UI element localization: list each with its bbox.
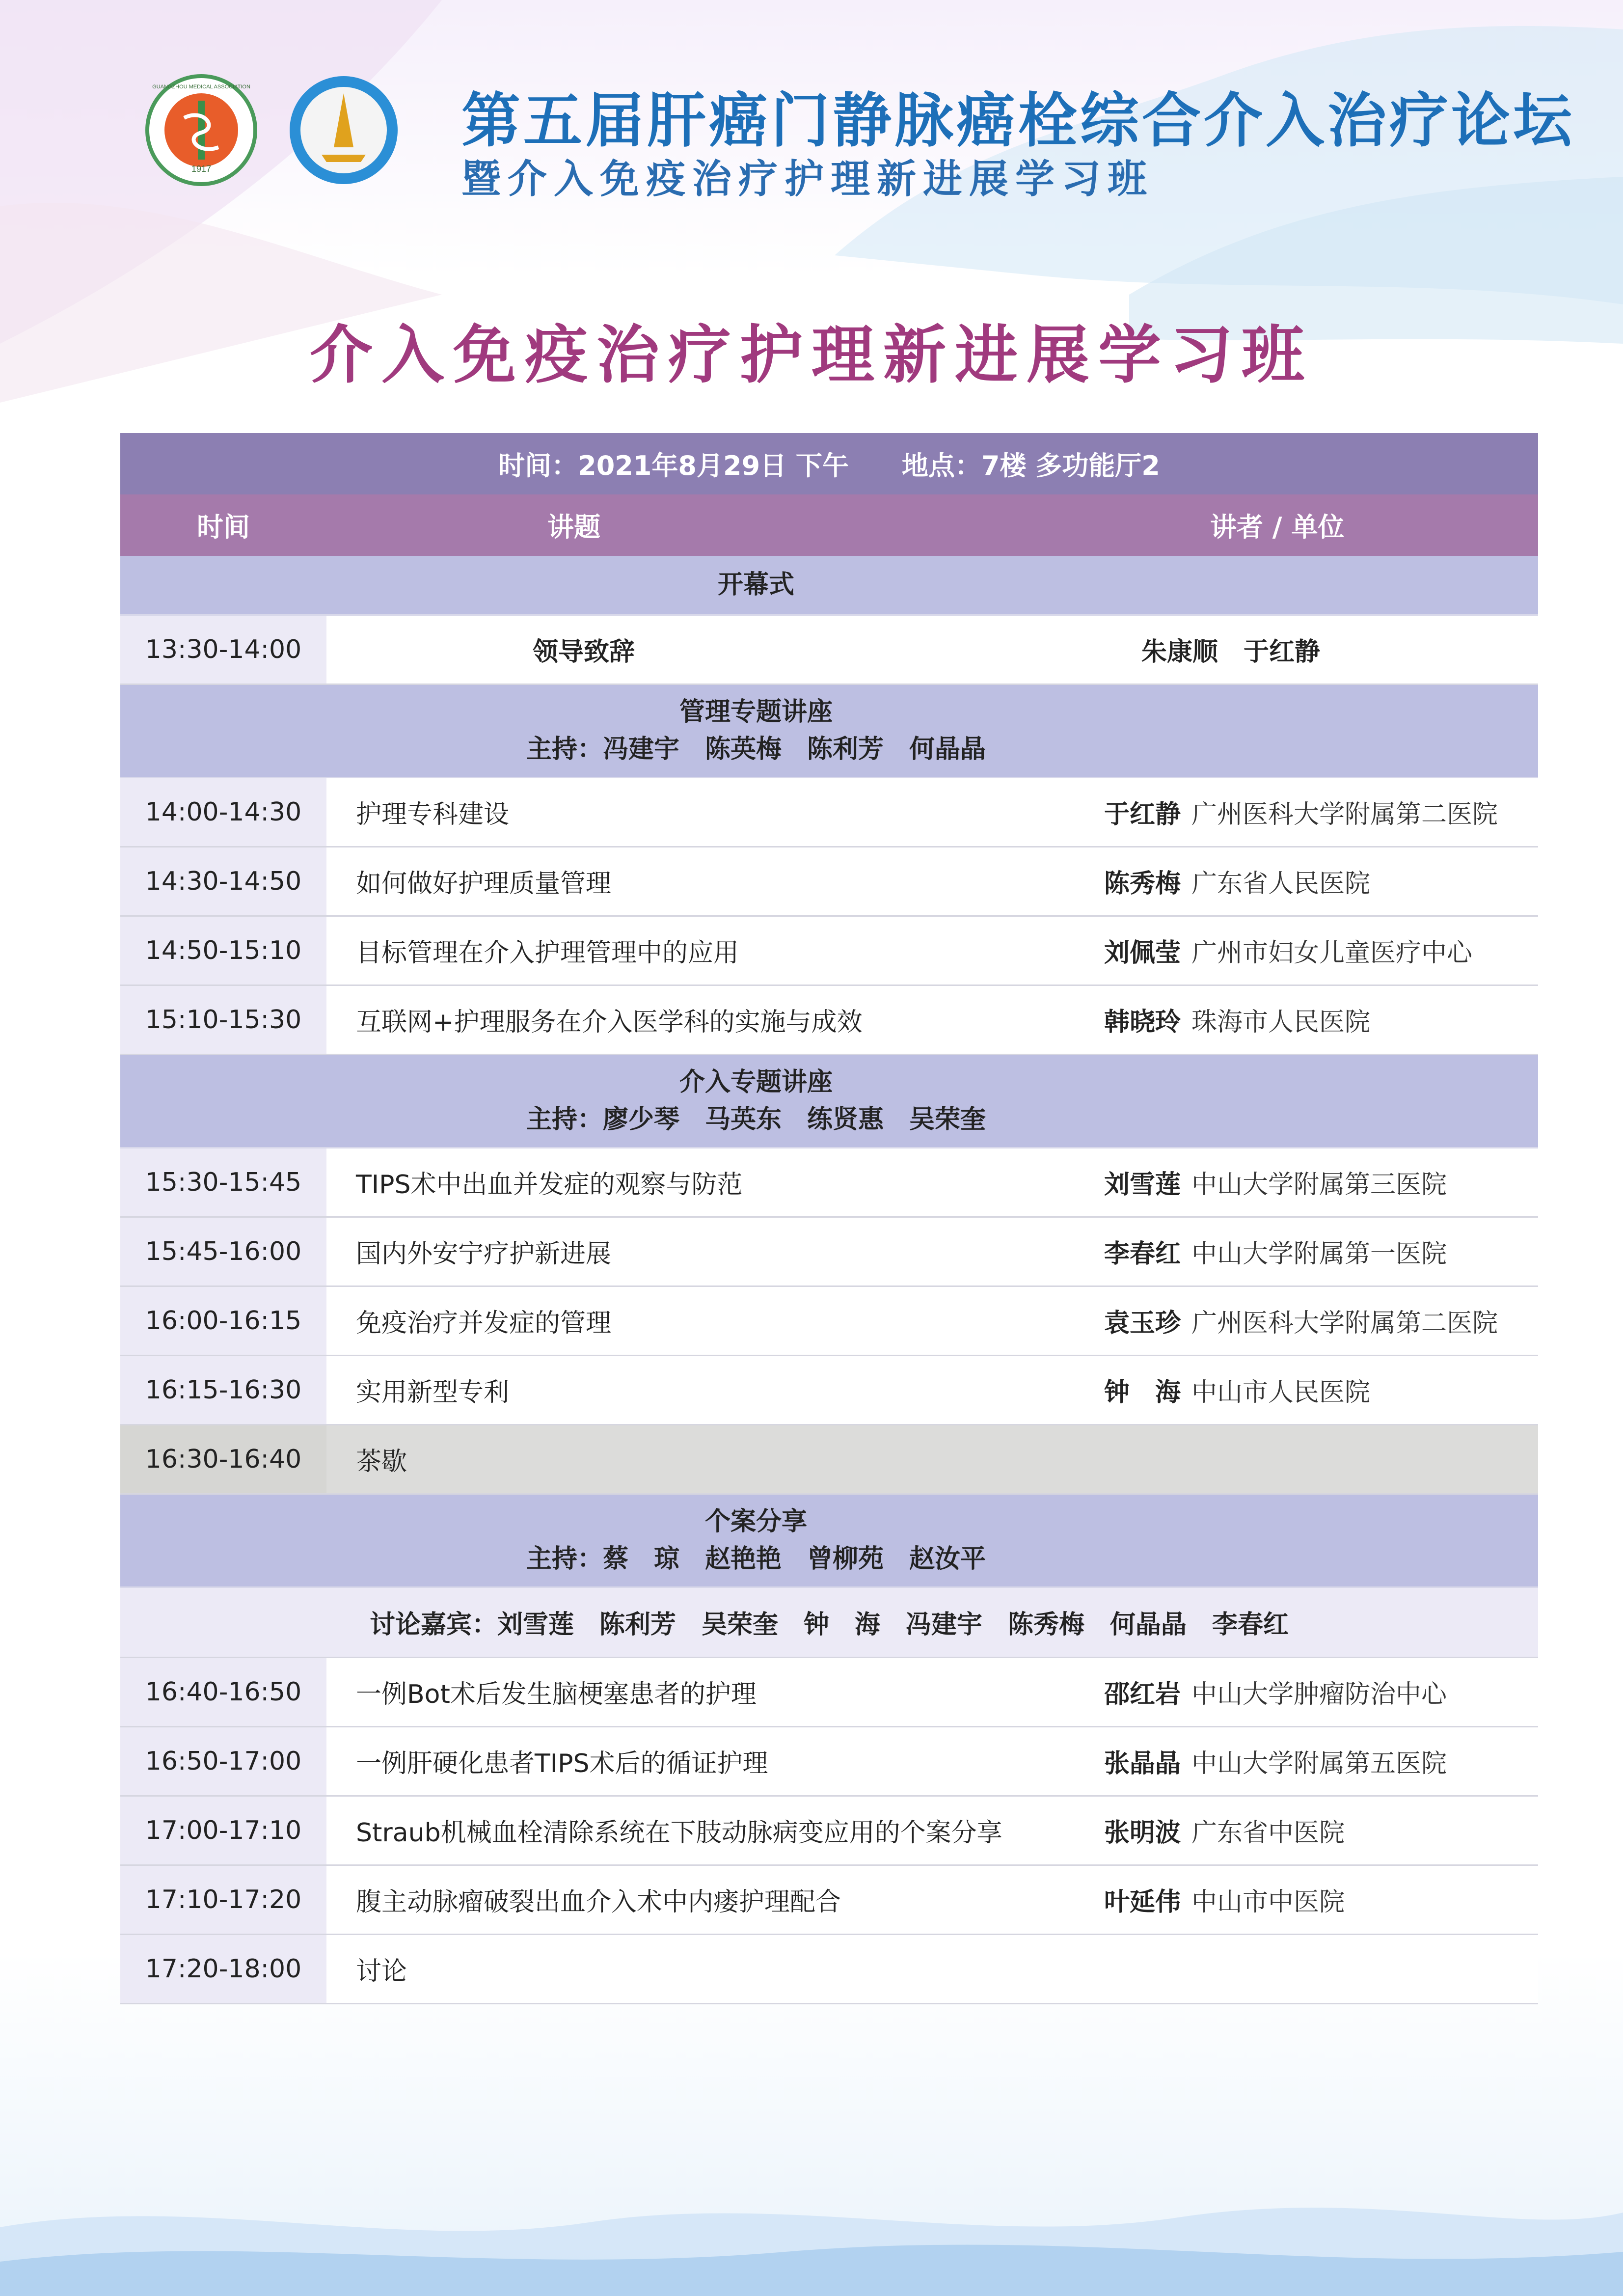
- schedule-table: [120, 433, 1538, 2004]
- row-time: 16:40-16:50: [120, 1657, 326, 1726]
- table-row: [120, 1217, 1538, 1286]
- row-unit: 广州医科大学附属第二医院: [1186, 777, 1538, 847]
- hospital-logo: [287, 74, 400, 187]
- row-speaker: 刘佩莹: [1097, 916, 1186, 985]
- row-speaker: 陈秀梅: [1097, 847, 1186, 916]
- section-intervention: [120, 1054, 1538, 1148]
- table-row: [120, 1865, 1538, 1934]
- row-topic: 免疫治疗并发症的管理: [326, 1286, 1097, 1355]
- table-row: [120, 1148, 1538, 1217]
- row-unit: 中山大学附属第五医院: [1186, 1726, 1538, 1796]
- forum-subtitle: 暨介入免疫治疗护理新进展学习班: [461, 156, 1154, 202]
- row-time: 14:00-14:30: [120, 777, 326, 847]
- table-row: [120, 916, 1538, 985]
- row-unit: 广州医科大学附属第二医院: [1186, 1286, 1538, 1355]
- row-topic: 茶歇: [326, 1424, 1538, 1494]
- row-time: 15:45-16:00: [120, 1217, 326, 1286]
- section-host: 主持：冯建宇 陈英梅 陈利芳 何晶晶: [526, 735, 986, 764]
- section-host: 主持：廖少琴 马英东 练贤惠 吴荣奎: [526, 1105, 986, 1134]
- row-unit: 中山大学附属第一医院: [1186, 1217, 1538, 1286]
- table-row: [120, 1355, 1538, 1424]
- table-row: [120, 1657, 1538, 1726]
- row-speaker: 邵红岩: [1097, 1657, 1186, 1726]
- row-speaker: 张明波: [1097, 1796, 1186, 1865]
- row-unit: 广东省中医院: [1186, 1796, 1538, 1865]
- row-topic: Straub机械血栓清除系统在下肢动脉病变应用的个案分享: [326, 1796, 1097, 1865]
- row-topic: 领导致辞: [326, 615, 1097, 684]
- time-location-info: 时间：2021年8月29日 下午 地点：7楼 多功能厅2: [120, 433, 1538, 494]
- table-row: [120, 1726, 1538, 1796]
- row-topic: 目标管理在介入护理管理中的应用: [326, 916, 1097, 985]
- tea-break-row: [120, 1424, 1538, 1494]
- col-header-topic: 讲题: [326, 494, 1097, 556]
- info-row: [120, 433, 1538, 494]
- col-header-speaker: 讲者 / 单位: [1186, 494, 1538, 556]
- row-topic: 一例肝硬化患者TIPS术后的循证护理: [326, 1726, 1097, 1796]
- row-unit: 珠海市人民医院: [1186, 985, 1538, 1054]
- table-row: [120, 615, 1538, 684]
- row-speakers: 朱康顺 于红静: [1097, 615, 1538, 684]
- row-time: 14:50-15:10: [120, 916, 326, 985]
- row-topic: 国内外安宁疗护新进展: [326, 1217, 1097, 1286]
- section-host: 主持：蔡 琼 赵艳艳 曾柳苑 赵汝平: [526, 1544, 986, 1574]
- row-time: 15:10-15:30: [120, 985, 326, 1054]
- row-time: 17:00-17:10: [120, 1796, 326, 1865]
- guangzhou-medical-association-logo: [145, 74, 258, 187]
- section-title: 个案分享: [704, 1507, 807, 1536]
- row-time: 16:00-16:15: [120, 1286, 326, 1355]
- row-topic: 一例Bot术后发生脑梗塞患者的护理: [326, 1657, 1097, 1726]
- logo-year: 1917: [191, 164, 212, 174]
- row-speaker: [1097, 1934, 1186, 2003]
- section-opening: [120, 556, 1538, 615]
- section-case-sharing: [120, 1494, 1538, 1587]
- row-unit: 广州市妇女儿童医疗中心: [1186, 916, 1538, 985]
- page-title: 介入免疫治疗护理新进展学习班: [309, 319, 1313, 392]
- header-row: [120, 494, 1538, 556]
- row-topic: TIPS术中出血并发症的观察与防范: [326, 1148, 1097, 1217]
- row-time: 16:50-17:00: [120, 1726, 326, 1796]
- table-row: [120, 1286, 1538, 1355]
- section-management: [120, 684, 1538, 777]
- row-time: 13:30-14:00: [120, 615, 326, 684]
- row-topic: 互联网+护理服务在介入医学科的实施与成效: [326, 985, 1097, 1054]
- section-title: 开幕式: [326, 556, 1186, 615]
- row-unit: [1186, 1934, 1538, 2003]
- table-row: [120, 847, 1538, 916]
- section-title: 介入专题讲座: [679, 1067, 833, 1097]
- row-time: 16:15-16:30: [120, 1355, 326, 1424]
- row-speaker: 袁玉珍: [1097, 1286, 1186, 1355]
- table-row: [120, 1934, 1538, 2003]
- table-row: [120, 985, 1538, 1054]
- row-time: 16:30-16:40: [120, 1424, 326, 1494]
- row-topic: 腹主动脉瘤破裂出血介入术中内瘘护理配合: [326, 1865, 1097, 1934]
- forum-title: 第五届肝癌门静脉癌栓综合介入治疗论坛: [461, 87, 1575, 155]
- row-time: 17:20-18:00: [120, 1934, 326, 2003]
- row-unit: 广东省人民医院: [1186, 847, 1538, 916]
- row-unit: 中山大学肿瘤防治中心: [1186, 1657, 1538, 1726]
- row-time: 17:10-17:20: [120, 1865, 326, 1934]
- row-time: 14:30-14:50: [120, 847, 326, 916]
- discussion-guests: 讨论嘉宾：刘雪莲 陈利芳 吴荣奎 钟 海 冯建宇 陈秀梅 何晶晶 李春红: [120, 1587, 1538, 1657]
- row-unit: 中山市人民医院: [1186, 1355, 1538, 1424]
- row-time: 15:30-15:45: [120, 1148, 326, 1217]
- row-speaker: 刘雪莲: [1097, 1148, 1186, 1217]
- row-topic: 实用新型专利: [326, 1355, 1097, 1424]
- guests-row: [120, 1587, 1538, 1657]
- col-header-time: 时间: [120, 494, 326, 556]
- row-topic: 讨论: [326, 1934, 1097, 2003]
- row-speaker: 韩晓玲: [1097, 985, 1186, 1054]
- logo-association: GUANGZHOU MEDICAL ASSOCIATION: [152, 84, 250, 90]
- wave-background-bottom: [0, 2139, 1623, 2296]
- row-unit: 中山市中医院: [1186, 1865, 1538, 1934]
- row-topic: 护理专科建设: [326, 777, 1097, 847]
- table-row: [120, 777, 1538, 847]
- table-row: [120, 1796, 1538, 1865]
- row-speaker: 李春红: [1097, 1217, 1186, 1286]
- row-speaker: 张晶晶: [1097, 1726, 1186, 1796]
- row-topic: 如何做好护理质量管理: [326, 847, 1097, 916]
- section-title: 管理专题讲座: [679, 697, 833, 727]
- row-speaker: 于红静: [1097, 777, 1186, 847]
- row-speaker: 钟 海: [1097, 1355, 1186, 1424]
- row-unit: 中山大学附属第三医院: [1186, 1148, 1538, 1217]
- row-speaker: 叶延伟: [1097, 1865, 1186, 1934]
